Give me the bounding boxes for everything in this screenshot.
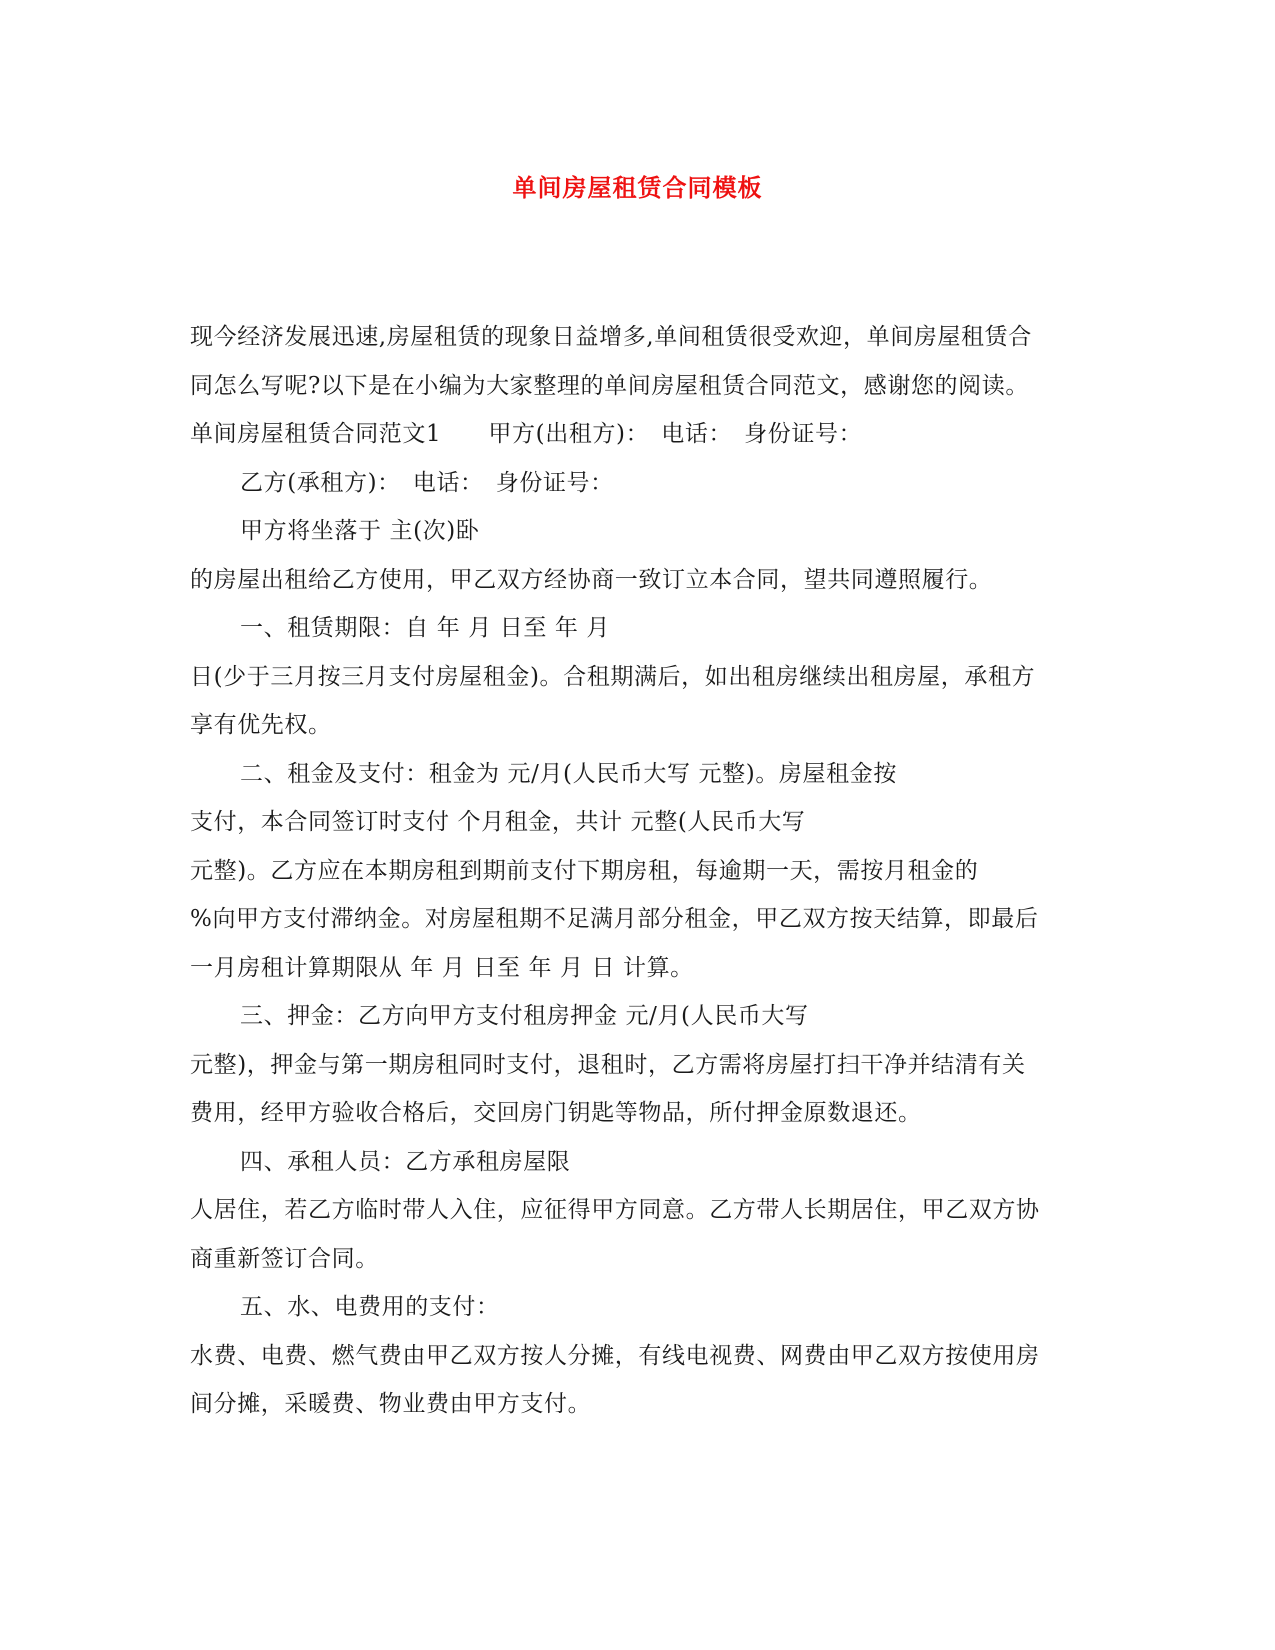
body-line: %向甲方支付滞纳金。对房屋租期不足满月部分租金，甲乙双方按天结算，即最后	[190, 906, 1039, 932]
body-line: 人居住，若乙方临时带人入住，应征得甲方同意。乙方带人长期居住，甲乙双方协	[190, 1197, 1040, 1223]
body-line: 享有优先权。	[190, 712, 332, 738]
section-heading-lease-term: 一、租赁期限：自 年 月 日至 年 月	[240, 615, 610, 641]
body-line: 单间房屋租赁合同范文1 甲方(出租方)： 电话： 身份证号：	[190, 421, 863, 447]
section-heading-occupants: 四、承租人员：乙方承租房屋限	[240, 1148, 571, 1175]
body-line: 费用，经甲方验收合格后，交回房门钥匙等物品，所付押金原数退还。	[190, 1100, 922, 1126]
body-line: 元整)，押金与第一期房租同时支付，退租时，乙方需将房屋打扫干净并结清有关	[190, 1051, 1026, 1078]
body-line: 乙方(承租方)： 电话： 身份证号：	[240, 469, 614, 496]
body-line: 日(少于三月按三月支付房屋租金)。合租期满后，如出租房继续出租房屋，承租方	[190, 663, 1036, 690]
body-line: 商重新签订合同。	[190, 1245, 379, 1272]
body-line: 支付，本合同签订时支付 个月租金，共计 元整(人民币大写	[190, 809, 806, 835]
body-line: 水费、电费、燃气费由甲乙双方按人分摊，有线电视费、网费由甲乙双方按使用房	[190, 1342, 1040, 1369]
body-line: 现今经济发展迅速,房屋租赁的现象日益增多,单间租赁很受欢迎，单间房屋租赁合	[190, 324, 1032, 350]
body-line: 间分摊，采暖费、物业费由甲方支付。	[190, 1391, 592, 1417]
body-line: 一月房租计算期限从 年 月 日至 年 月 日 计算。	[190, 954, 694, 981]
body-line: 甲方将坐落于 主(次)卧	[240, 518, 480, 544]
section-heading-utilities: 五、水、电费用的支付：	[240, 1294, 500, 1320]
body-line: 的房屋出租给乙方使用，甲乙双方经协商一致订立本合同，望共同遵照履行。	[190, 566, 993, 593]
document-title: 单间房屋租赁合同模板	[512, 173, 763, 202]
document-body	[190, 318, 1110, 1434]
body-line: 同怎么写呢?以下是在小编为大家整理的单间房屋租赁合同范文，感谢您的阅读。	[190, 372, 1029, 399]
section-heading-rent: 二、租金及支付：租金为 元/月(人民币大写 元整)。房屋租金按	[240, 760, 897, 787]
section-heading-deposit: 三、押金：乙方向甲方支付租房押金 元/月(人民币大写	[240, 1003, 809, 1029]
body-line: 元整)。乙方应在本期房租到期前支付下期房租，每逾期一天，需按月租金的	[190, 857, 979, 884]
